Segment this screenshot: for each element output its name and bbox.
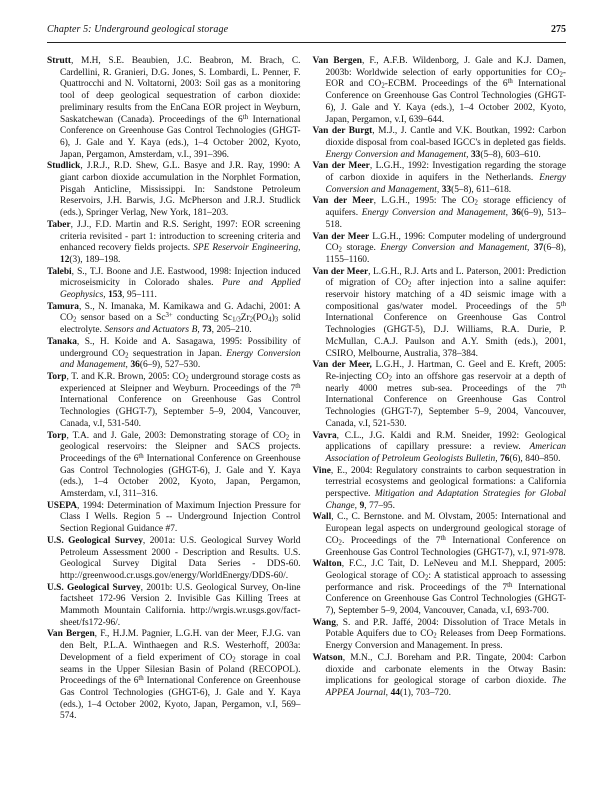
reference-entry: Van der Meer, L.G.H., R.J. Arts and L. Paterson, 2001: Prediction of migration of CO2 after injection into a saline aquifer: reservoir history matching of a 4D seismic image with a compositional gas/water model. Proceedings of the 5th International Conference on Greenhouse Gas Control Technologies (GHGT-5), D.J. Williams, R.A. Durie, P. McMullan, C.A.J. Paulson and A.Y. Smith (eds.), 2001, CSIRO, Melbourne, Australia, 378–384.: [312, 266, 566, 359]
reference-entry: Van der Burgt, M.J., J. Cantle and V.K. Boutkan, 1992: Carbon dioxide disposal from coal-based IGCC's in depleted gas fields. Energy Conversion and Management, 33(5–8), 603–610.: [312, 126, 567, 160]
reference-entry: Tanaka, S., H. Koide and A. Sasagawa, 1995: Possibility of underground CO2 sequestration in Japan. Energy Conversion and Management, 36(6–9), 527–530.: [47, 336, 301, 371]
reference-entry: Watson, M.N., C.J. Boreham and P.R. Tingate, 2004: Carbon dioxide and carbonate elements in the Otway Basin: implications for geological storage of carbon dioxide. The APPEA Journal, 44(1), 703–720.: [312, 652, 566, 698]
reference-entry: Torp, T.A. and J. Gale, 2003: Demonstrating storage of CO2 in geological reservoirs: the Sleipner and SACS projects. Proceedings of the 6th International Conference on Greenhouse Gas Control Technologies (GHGT-6), J. Gale and Y. Kaya (eds.), 1–4 October 2002, Kyoto, Japan, Pergamon, Amsterdam, v.I, 311–316.: [47, 430, 301, 500]
reference-entry: Tamura, S., N. Imanaka, M. Kamikawa and G. Adachi, 2001: A CO2 sensor based on a $Sc^{3+}$ conducting Sc1/3Zr2(PO4)3 solid electrolyte. Sensors and Actuators B, 73, 205–210.: [47, 301, 301, 336]
reference-entry: U.S. Geological Survey, 2001a: U.S. Geological Survey World Petroleum Assessment 2000 - Description and Results. U.S. Geological Survey Digital Data Series - DDS-60. http://greenwood.cr.usgs.gov/energy/WorldEnergy/DDS-60/.: [47, 535, 301, 581]
reference-entry: Van der Meer, L.G.H., 1992: Investigation regarding the storage of carbon dioxide in aquifers in the Netherlands. Energy Conversion and Management, 33(5–8), 611–618.: [312, 161, 566, 195]
reference-entry: Walton, F.C., J.C Tait, D. LeNeveu and M.I. Sheppard, 2005: Geological storage of CO2: A statistical approach to assessing performance and risk. Proceedings of the 7th International Conference on Greenhouse Gas Control Technologies (GHGT-7), September 5–9, 2004, Vancouver, Canada, v.I, 693-700.: [312, 559, 566, 617]
reference-entry: Wall, C., C. Bernstone. and M. Olvstam, 2005: International and European legal aspects on underground geological storage of CO2. Proceedings of the 7th International Conference on Greenhouse Gas Control Technologies (GHGT-7), v.I, 971-978.: [312, 512, 566, 558]
reference-entry: Vine, E., 2004: Regulatory constraints to carbon sequestration in terrestrial ecosystems and geological formations: a California perspective. Mitigation and Adaptation Strategies for Global Change, 9, 77–95.: [312, 465, 566, 511]
reference-entry: Torp, T. and K.R. Brown, 2005: CO2 underground storage costs as experienced at Sleipner and Weyburn. Proceedings of the 7th International Conference on Greenhouse Gas Control Technologies (GHGT-7), September 5–9, 2004, Vancouver, Canada, v.I, 531-540.: [47, 371, 301, 429]
reference-entry: Van der Meer L.G.H., 1996: Computer modeling of underground CO2 storage. Energy Conversion and Management, 37(6–8), 1155–1160.: [312, 231, 566, 265]
reference-entry: Wang, S. and P.R. Jaffé, 2004: Dissolution of Trace Metals in Potable Aquifers due to CO2 Releases from Deep Formations. Energy Conversion and Management. In press.: [312, 617, 566, 652]
references-right-column: [313, 56, 567, 723]
reference-entry: Studlick, J.R.J., R.D. Shew, G.L. Basye and J.R. Ray, 1990: A giant carbon dioxide accumulation in the Norphlet Formation, Pisgah Anticline, Mississippi. In: Sandstone Petroleum Reservoirs, J.H. Barwis, J.G. McPherson and J.R.J. Studlick (eds.), Springer Verlag, New York, 181–203.: [47, 161, 301, 219]
reference-entry: Van Bergen, F., H.J.M. Pagnier, L.G.H. van der Meer, F.J.G. van den Belt, P.L.A. Winthaegen and R.S. Westerhoff, 2003a: Development of a field experiment of CO2 storage in coal seams in the Upper Silesian Basin of Poland (RECOPOL). Proceedings of the 6th International Conference on Greenhouse Gas Control Technologies (GHGT-6), J. Gale and Y. Kaya (eds.), 1–4 October 2002, Kyoto, Japan, Pergamon, v.I, 569–574.: [47, 629, 301, 722]
reference-entry: Taber, J.J., F.D. Martin and R.S. Seright, 1997: EOR screening criteria revisited - part 1: introduction to screening criteria and enhanced recovery fields projects. SPE Reservoir Engineering, 12(3), 189–198.: [47, 219, 301, 265]
reference-entry: U.S. Geological Survey, 2001b: U.S. Geological Survey, On-line factsheet 172-96 Version 2. Invisible Gas Killing Trees at Mammoth Mountain California. http://wrgis.wr.usgs.gov/fact-sheet/fs172-96/.: [47, 582, 301, 628]
page-header: [47, 24, 566, 43]
page-number: 275: [551, 24, 566, 35]
reference-entry: Van der Meer, L.G.H., 1995: The CO2 storage efficiency of aquifers. Energy Conversion and Management, 36(6–9), 513–518.: [312, 196, 566, 230]
reference-entry: Vavra, C.L., J.G. Kaldi and R.M. Sneider, 1992: Geological applications of capillary pressure: a review. American Association of Petroleum Geologists Bulletin, 76(6), 840–850.: [312, 430, 566, 464]
reference-entry: USEPA, 1994: Determination of Maximum Injection Pressure for Class I Wells. Region 5 -- Underground Injection Control Section Regional Guidance #7.: [47, 500, 301, 535]
references-section: [47, 56, 566, 723]
reference-entry: Talebi, S., T.J. Boone and J.E. Eastwood, 1998: Injection induced microseismicity in Colorado shales. Pure and Applied Geophysics, 153, 95–111.: [47, 266, 301, 301]
reference-entry: Van der Meer, L.G.H., J. Hartman, C. Geel and E. Kreft, 2005: Re-injecting CO2 into an offshore gas reservoir at a depth of nearly 4000 metres sub-sea. Proceedings of the 7th International Conference on Greenhouse Gas Control Technologies (GHGT-7), September 5–9, 2004, Vancouver, Canada, v.I, 521-530.: [312, 360, 566, 429]
reference-entry: Van Bergen, F., A.F.B. Wildenborg, J. Gale and K.J. Damen, 2003b: Worldwide selection of early opportunities for CO2-EOR and CO2-ECBM. Proceedings of the 6th International Conference on Greenhouse Gas Control Technologies (GHGT-6), J. Gale and Y. Kaya (eds.), 1–4 October 2002, Kyoto, Japan, Pergamon, v.I, 639–644.: [312, 56, 566, 125]
references-left-column: [47, 56, 301, 723]
reference-entry: Strutt, M.H, S.E. Beaubien, J.C. Beabron, M. Brach, C. Cardellini, R. Granieri, D.G. Jones, S. Lombardi, L. Penner, F. Quattrocchi and N. Voltatorni, 2003: Soil gas as a monitoring tool of deep geological sequestration of carbon dioxide: preliminary results from the EnCana EOR project in Weyburn, Saskatchewan (Canada). Proceedings of the 6th International Conference on Greenhouse Gas Control Technologies (GHGT-6), J. Gale and Y. Kaya (eds.), 1–4 October 2002, Kyoto, Japan, Pergamon, Amsterdam, v.I., 391–396.: [47, 56, 301, 160]
chapter-title: Chapter 5: Underground geological storage: [47, 24, 229, 35]
